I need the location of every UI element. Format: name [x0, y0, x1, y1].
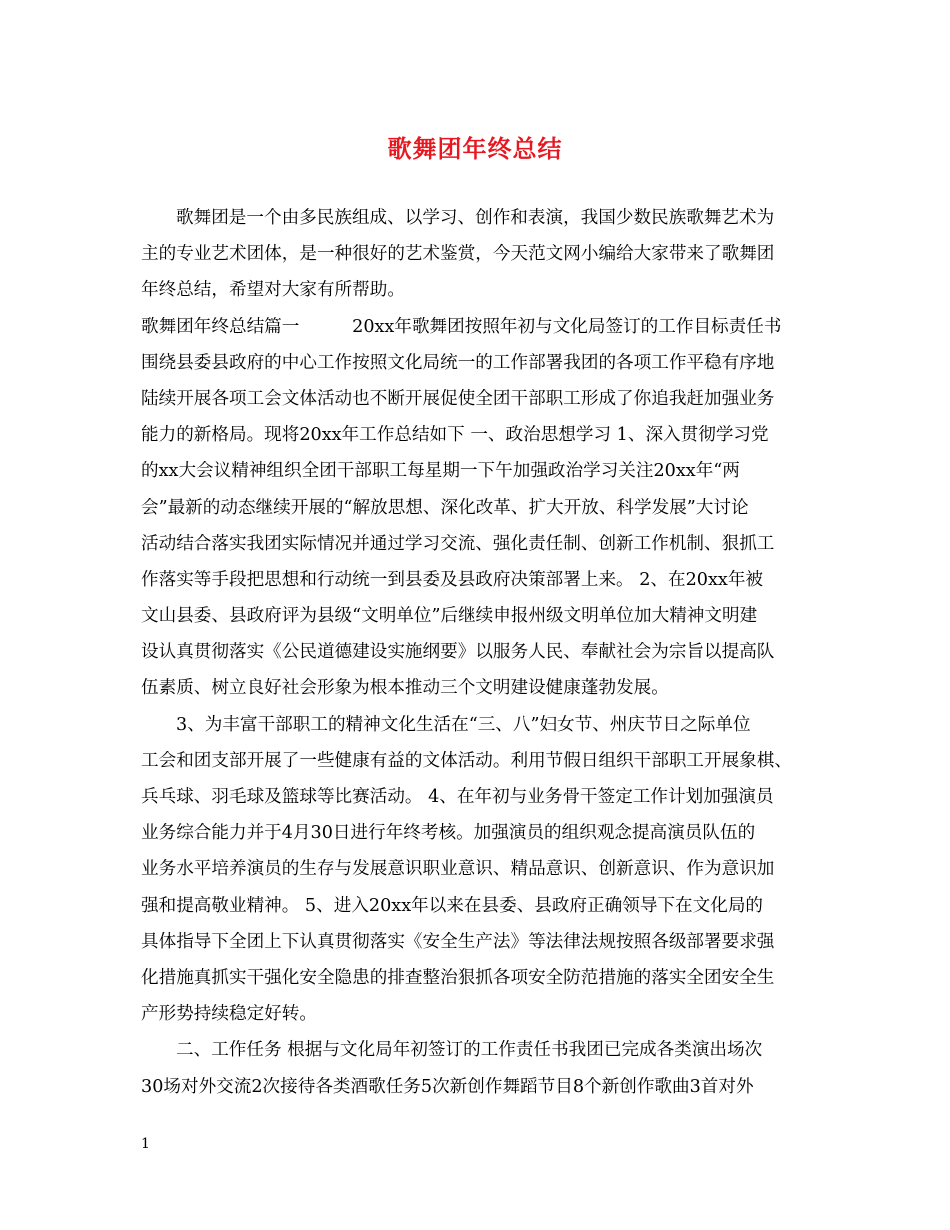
paragraph-line: 的xx大会议精神组织全团干部职工每星期一下午加强政治学习关注20xx年“两 [141, 461, 740, 482]
paragraph-line: 能力的新格局。现将20xx年工作总结如下 一、政治思想学习 1、深入贯彻学习党 [141, 425, 769, 446]
page-number: 1 [141, 1136, 150, 1152]
paragraph-line: 年终总结，希望对大家有所帮助。 [141, 280, 405, 301]
document-body [141, 200, 821, 1105]
paragraph-line: 伍素质、树立良好社会形象为根本推动三个文明建设健康蓬勃发展。 [141, 678, 669, 699]
paragraph-line: 陆续开展各项工会文体活动也不断开展促使全团干部职工形成了你追我赶加强业务 [141, 388, 775, 409]
paragraph-line: 主的专业艺术团体，是一种很好的艺术鉴赏，今天范文网小编给大家带来了歌舞团 [141, 244, 775, 265]
paragraph-line: 30场对外交流2次接待各类酒歌任务5次新创作舞蹈节目8个新创作歌曲3首对外 [141, 1076, 754, 1097]
paragraph-line: 产形势持续稳定好转。 [141, 1004, 317, 1025]
paragraph-line: 会”最新的动态继续开展的“解放思想、深化改革、扩大开放、科学发展”大讨论 [141, 497, 749, 518]
paragraph-line: 业务综合能力并于4月30日进行年终考核。加强演员的组织观念提高演员队伍的 [141, 823, 756, 844]
paragraph-line: 化措施真抓实干强化安全隐患的排查整治狠抓各项安全防范措施的落实全团安全生 [141, 967, 775, 988]
paragraph-line: 围绕县委县政府的中心工作按照文化局统一的工作部署我团的各项工作平稳有序地 [141, 352, 775, 373]
paragraph-line: 设认真贯彻落实《公民道德建设实施纲要》以服务人民、奉献社会为宗旨以提高队 [141, 642, 775, 663]
paragraph-line: 强和提高敬业精神。 5、进入20xx年以来在县委、县政府正确领导下在文化局的 [141, 895, 764, 916]
paragraph-line: 具体指导下全团上下认真贯彻落实《安全生产法》等法律法规按照各级部署要求强 [141, 931, 775, 952]
paragraph-line: 歌舞团年终总结篇一 20xx年歌舞团按照年初与文化局签订的工作目标责任书 [141, 316, 782, 337]
document-title: 歌舞团年终总结 [387, 134, 563, 163]
paragraph-line: 兵乓球、羽毛球及篮球等比赛活动。 4、在年初与业务骨干签定工作计划加强演员 [141, 787, 774, 807]
paragraph-line: 3、为丰富干部职工的精神文化生活在“三、八”妇女节、州庆节日之际单位 [176, 714, 751, 735]
paragraph-line: 文山县委、县政府评为县级“文明单位”后继续申报州级文明单位加大精神文明建 [141, 606, 758, 627]
paragraph-line: 工会和团支部开展了一些健康有益的文体活动。利用节假日组织干部职工开展象棋、 [141, 750, 792, 771]
paragraph-line: 活动结合落实我团实际情况并通过学习交流、强化责任制、创新工作机制、狠抓工 [141, 533, 775, 554]
paragraph-line: 二、工作任务 根据与文化局年初签订的工作责任书我团已完成各类演出场次 [176, 1040, 763, 1061]
paragraph-line: 歌舞团是一个由多民族组成、以学习、创作和表演，我国少数民族歌舞艺术为 [176, 208, 775, 228]
paragraph-line: 作落实等手段把思想和行动统一到县委及县政府决策部署上来。 2、在20xx年被 [141, 569, 764, 590]
paragraph-line: 业务水平培养演员的生存与发展意识职业意识、精品意识、创新意识、作为意识加 [141, 859, 775, 880]
